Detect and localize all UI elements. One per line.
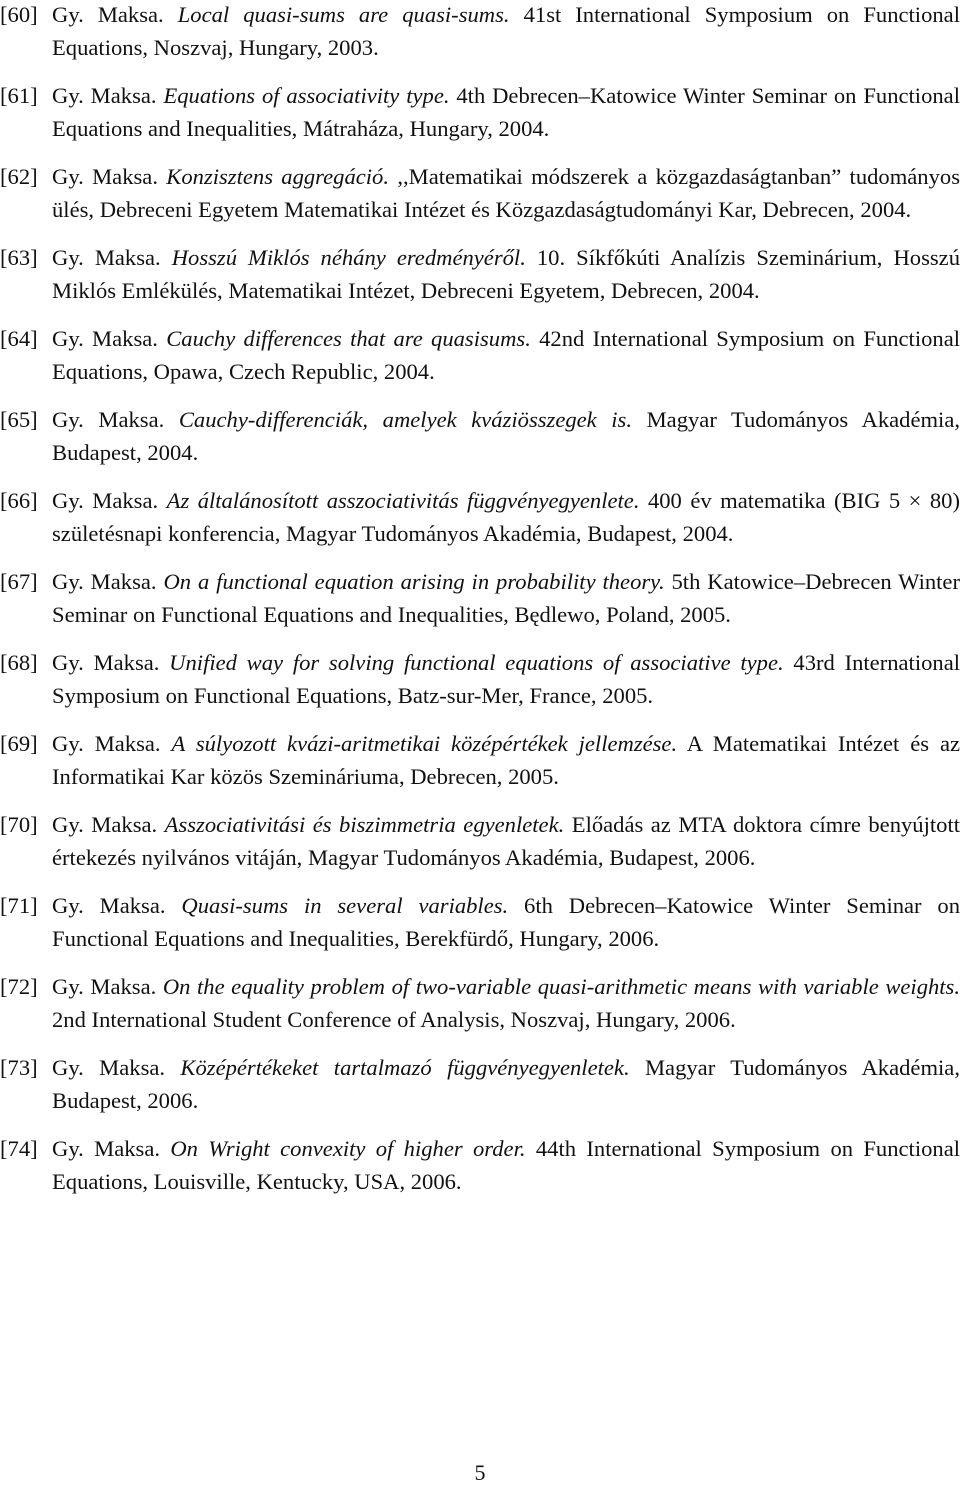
- reference-title: A súlyozott kvázi-aritmetikai középértékek jellemzése.: [171, 731, 678, 756]
- reference-item: [0, 646, 960, 712]
- reference-author: Gy. Maksa.: [52, 569, 157, 594]
- reference-author: Gy. Maksa.: [52, 1055, 166, 1080]
- reference-title: On a functional equation arising in probability theory.: [163, 569, 665, 594]
- reference-item: [0, 889, 960, 955]
- reference-number: [70]: [0, 812, 38, 837]
- reference-venue: 5th Katowice–Debrecen Winter Seminar on Functional Equations and Inequalities, Będlewo, Poland, 2005.: [52, 569, 960, 627]
- reference-item: [0, 970, 960, 1036]
- reference-number: [62]: [0, 164, 38, 189]
- reference-item: [0, 403, 960, 469]
- page-number: 5: [474, 1460, 486, 1485]
- reference-author: Gy. Maksa.: [52, 407, 165, 432]
- reference-venue: 42nd International Symposium on Functional Equations, Opawa, Czech Republic, 2004.: [52, 326, 960, 384]
- reference-venue: 2nd International Student Conference of Analysis, Noszvaj, Hungary, 2006.: [52, 1007, 736, 1032]
- reference-number: [74]: [0, 1136, 38, 1161]
- reference-item: [0, 160, 960, 226]
- reference-item: [0, 727, 960, 793]
- reference-item: [0, 0, 960, 64]
- reference-venue: 4th Debrecen–Katowice Winter Seminar on Functional Equations and Inequalities, Mátraháza, Hungary, 2004.: [52, 83, 960, 141]
- reference-venue: ,,Matematikai módszerek a közgazdaságtanban” tudományos ülés, Debreceni Egyetem Matematikai Intézet és Közgazdaságtudományi Kar, Debrecen, 2004.: [52, 164, 960, 222]
- reference-author: Gy. Maksa.: [52, 245, 161, 270]
- reference-item: [0, 484, 960, 550]
- reference-item: [0, 565, 960, 631]
- reference-author: Gy. Maksa.: [52, 1136, 161, 1161]
- reference-item: [0, 808, 960, 874]
- reference-item: [0, 322, 960, 388]
- reference-item: [0, 79, 960, 145]
- reference-number: [63]: [0, 245, 38, 270]
- reference-item: [0, 1132, 960, 1198]
- reference-title: On Wright convexity of higher order.: [170, 1136, 526, 1161]
- reference-title: Középértékeket tartalmazó függvényegyenletek.: [180, 1055, 630, 1080]
- reference-number: [68]: [0, 650, 38, 675]
- reference-number: [72]: [0, 974, 38, 999]
- reference-title: Equations of associativity type.: [163, 83, 450, 108]
- reference-author: Gy. Maksa.: [52, 893, 166, 918]
- reference-author: Gy. Maksa.: [52, 326, 158, 351]
- reference-title: Hosszú Miklós néhány eredményéről.: [171, 245, 526, 270]
- reference-author: Gy. Maksa.: [52, 164, 158, 189]
- reference-title: Quasi-sums in several variables.: [181, 893, 509, 918]
- reference-item: [0, 241, 960, 307]
- reference-number: [69]: [0, 731, 38, 756]
- reference-venue: 43rd International Symposium on Functional Equations, Batz-sur-Mer, France, 2005.: [52, 650, 960, 708]
- reference-venue: Magyar Tudományos Akadémia, Budapest, 2004.: [52, 407, 960, 465]
- reference-number: [71]: [0, 893, 38, 918]
- reference-venue: A Matematikai Intézet és az Informatikai Kar közös Szemináriuma, Debrecen, 2005.: [52, 731, 960, 789]
- reference-number: [65]: [0, 407, 38, 432]
- reference-venue: Előadás az MTA doktora címre benyújtott értekezés nyilvános vitáján, Magyar Tudományos Akadémia, Budapest, 2006.: [52, 812, 960, 870]
- reference-number: [66]: [0, 488, 38, 513]
- reference-number: [64]: [0, 326, 38, 351]
- reference-title: Asszociativitási és biszimmetria egyenletek.: [164, 812, 565, 837]
- reference-author: Gy. Maksa.: [52, 83, 157, 108]
- reference-author: Gy. Maksa.: [52, 731, 161, 756]
- reference-venue: 41st International Symposium on Functional Equations, Noszvaj, Hungary, 2003.: [52, 2, 960, 60]
- reference-venue: 44th International Symposium on Functional Equations, Louisville, Kentucky, USA, 2006.: [52, 1136, 960, 1194]
- reference-item: [0, 1051, 960, 1117]
- reference-venue: 400 év matematika (BIG 5 × 80) születésnapi konferencia, Magyar Tudományos Akadémia, Budapest, 2004.: [52, 488, 960, 546]
- reference-author: Gy. Maksa.: [52, 812, 158, 837]
- reference-title: Cauchy differences that are quasisums.: [166, 326, 531, 351]
- reference-title: Unified way for solving functional equations of associative type.: [169, 650, 784, 675]
- reference-number: [67]: [0, 569, 38, 594]
- reference-title: Cauchy-differenciák, amelyek kváziösszegek is.: [178, 407, 632, 432]
- reference-title: Konzisztens aggregáció.: [166, 164, 390, 189]
- reference-author: Gy. Maksa.: [52, 2, 164, 27]
- reference-title: Az általánosított asszociativitás függvényegyenlete.: [166, 488, 640, 513]
- reference-number: [61]: [0, 83, 38, 108]
- reference-venue: 10. Síkfőkúti Analízis Szeminárium, Hosszú Miklós Emlékülés, Matematikai Intézet, Debreceni Egyetem, Debrecen, 2004.: [52, 245, 960, 303]
- reference-venue: 6th Debrecen–Katowice Winter Seminar on Functional Equations and Inequalities, Berekfürdő, Hungary, 2006.: [52, 893, 960, 951]
- reference-venue: Magyar Tudományos Akadémia, Budapest, 2006.: [52, 1055, 960, 1113]
- reference-number: [60]: [0, 2, 38, 27]
- reference-author: Gy. Maksa.: [52, 650, 160, 675]
- reference-title: On the equality problem of two-variable quasi-arithmetic means with variable weights.: [162, 974, 960, 999]
- reference-author: Gy. Maksa.: [52, 974, 157, 999]
- reference-author: Gy. Maksa.: [52, 488, 159, 513]
- reference-number: [73]: [0, 1055, 38, 1080]
- reference-title: Local quasi-sums are quasi-sums.: [177, 2, 510, 27]
